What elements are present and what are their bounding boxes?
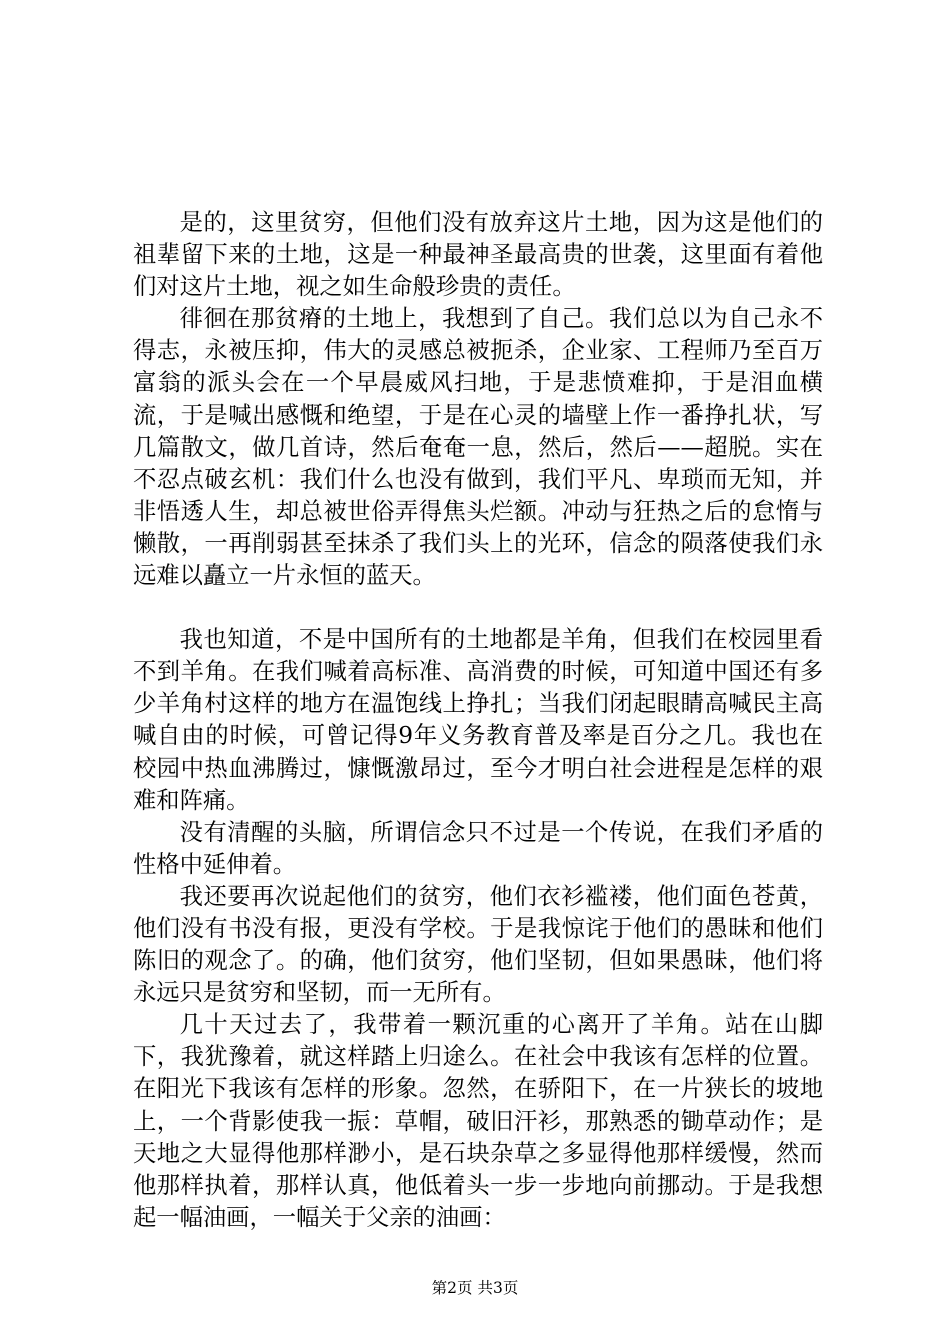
paragraph-6: 几十天过去了，我带着一颗沉重的心离开了羊角。站在山脚下，我犹豫着，就这样踏上归途么。在社会中我该有怎样的位置。在阳光下我该有怎样的形象。忽然，在骄阳下，在一片狭长的坡地上，一个背影使我一振：草帽，破旧汗衫，那熟悉的锄草动作；是天地之大显得他那样渺小，是石块杂草之多显得他那样缓慢，然而他那样执着，那样认真，他低着头一步一步地向前挪动。于是我想起一幅油画，一幅关于父亲的油画： [133, 1011, 823, 1231]
paragraph-spacer [133, 592, 823, 624]
page-number-footer: 第2页 共3页 [431, 1279, 519, 1297]
paragraph-5: 我还要再次说起他们的贫穷，他们衣衫褴褛，他们面色苍黄，他们没有书没有报，更没有学校。于是我惊诧于他们的愚昧和他们陈旧的观念了。的确，他们贫穷，他们坚韧，但如果愚昧，他们将永远只是贫穷和坚韧，而一无所有。 [133, 882, 823, 1007]
paragraph-3: 我也知道，不是中国所有的土地都是羊角，但我们在校园里看不到羊角。在我们喊着高标准、高消费的时候，可知道中国还有多少羊角村这样的地方在温饱线上挣扎；当我们闭起眼睛高喊民主高喊自由的时候，可曾记得9年义务教育普及率是百分之几。我也在校园中热血沸腾过，慷慨激昂过，至今才明白社会进程是怎样的艰难和阵痛。 [133, 626, 823, 814]
paragraph-1: 是的，这里贫穷，但他们没有放弃这片土地，因为这是他们的祖辈留下来的土地，这是一种最神圣最高贵的世袭，这里面有着他们对这片土地，视之如生命般珍贵的责任。 [133, 209, 823, 301]
paragraph-4: 没有清醒的头脑，所谓信念只不过是一个传说，在我们矛盾的性格中延伸着。 [133, 818, 823, 878]
document-body [133, 207, 823, 1234]
paragraph-2: 徘徊在那贫瘠的土地上，我想到了自己。我们总以为自己永不得志，永被压抑，伟大的灵感总被扼杀，企业家、工程师乃至百万富翁的派头会在一个早晨威风扫地，于是悲愤难抑，于是泪血横流，于是喊出感慨和绝望，于是在心灵的墙壁上作一番挣扎状，写几篇散文，做几首诗，然后奄奄一息，然后，然后——超脱。实在不忍点破玄机：我们什么也没有做到，我们平凡、卑琐而无知，并非悟透人生，却总被世俗弄得焦头烂额。冲动与狂热之后的怠惰与懒散，一再削弱甚至抹杀了我们头上的光环，信念的陨落使我们永远难以矗立一片永恒的蓝天。 [133, 305, 823, 590]
